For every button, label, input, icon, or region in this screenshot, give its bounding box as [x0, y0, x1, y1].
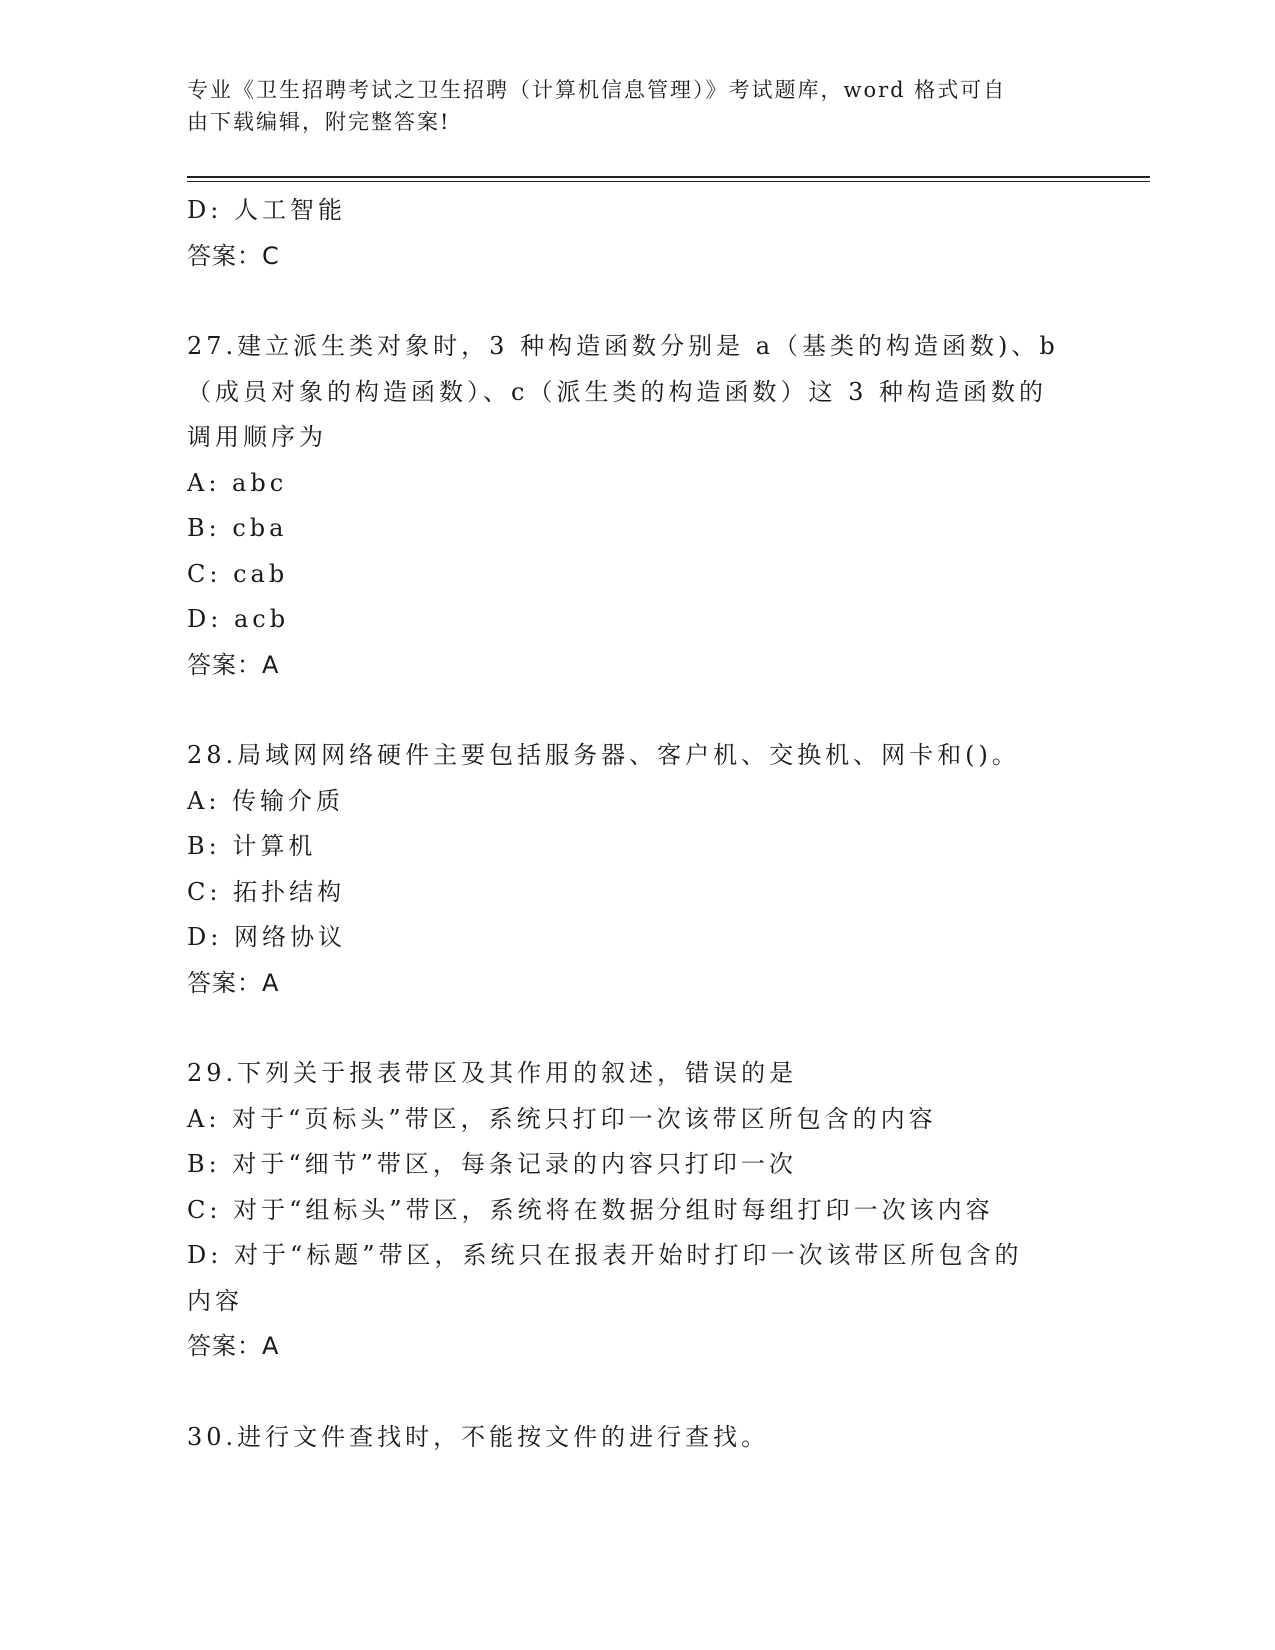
option-c: C: 拓扑结构 — [187, 877, 346, 906]
header-divider-thin — [187, 181, 1150, 182]
option-a: A: 对于“页标头”带区，系统只打印一次该带区所包含的内容 — [187, 1104, 937, 1133]
document-body — [187, 188, 1087, 1460]
option-b: B: 计算机 — [187, 832, 317, 860]
option-d-continuation: 内容 — [187, 1286, 243, 1315]
option-d: D: acb — [187, 605, 290, 633]
header-line-2: 由下载编辑，附完整答案! — [187, 110, 451, 134]
carryover-block — [187, 188, 1087, 279]
stem-line: 调用顺序为 — [187, 423, 327, 451]
option-a: A: abc — [187, 468, 288, 497]
option-d: D: 网络协议 — [187, 923, 346, 951]
question-stem — [187, 1051, 1067, 1097]
stem-line: 29.下列关于报表带区及其作用的叙述，错误的是 — [187, 1059, 798, 1087]
stem-line: 30.进行文件查找时，不能按文件的进行查找。 — [187, 1422, 770, 1451]
question-stem — [187, 733, 1067, 779]
stem-line: 27.建立派生类对象时，3 种构造函数分别是 a（基类的构造函数)、b — [187, 332, 1059, 360]
answer-line: 答案：A — [187, 968, 280, 997]
document-header — [187, 74, 1067, 138]
option-a: A: 传输介质 — [187, 786, 345, 815]
question-28 — [187, 733, 1087, 1006]
question-27 — [187, 324, 1087, 688]
header-line-1: 专业《卫生招聘考试之卫生招聘（计算机信息管理）》考试题库，word 格式可自 — [187, 78, 1007, 102]
question-stem — [187, 1415, 1067, 1461]
option-c: C: 对于“组标头”带区，系统将在数据分组时每组打印一次该内容 — [187, 1195, 994, 1224]
option-b: B: cba — [187, 514, 288, 542]
question-29 — [187, 1051, 1087, 1370]
option-b: B: 对于“细节”带区，每条记录的内容只打印一次 — [187, 1150, 797, 1178]
stem-line: （成员对象的构造函数）、c（派生类的构造函数）这 3 种构造函数的 — [187, 377, 1047, 406]
answer-line: 答案：A — [187, 1332, 280, 1360]
option-c: C: cab — [187, 559, 289, 588]
question-30 — [187, 1415, 1087, 1461]
question-stem — [187, 324, 1067, 461]
answer-line: 答案：A — [187, 650, 280, 679]
option-d: D: 人工智能 — [187, 196, 346, 224]
header-divider-thick — [187, 176, 1150, 178]
answer-line: 答案：C — [187, 241, 280, 270]
option-d: D: 对于“标题”带区，系统只在报表开始时打印一次该带区所包含的 — [187, 1241, 1023, 1269]
stem-line: 28.局域网网络硬件主要包括服务器、客户机、交换机、网卡和()。 — [187, 741, 1020, 769]
